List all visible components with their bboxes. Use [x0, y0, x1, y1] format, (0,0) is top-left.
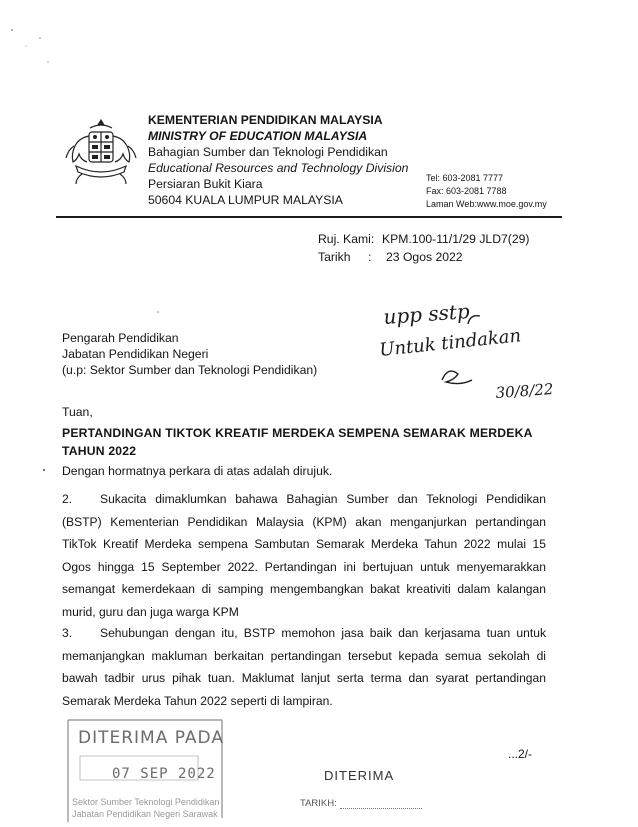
- date-separator: :: [368, 250, 372, 264]
- website-address: Laman Web:www.moe.gov.my: [426, 199, 547, 209]
- address-line-2: 50604 KUALA LUMPUR MALAYSIA: [148, 193, 343, 207]
- paragraph-text: Sehubungan dengan itu, BSTP memohon jasa baik dan kerjasama tuan untuk memanjangkan makluman berkaitan pertandingan tersebut kepada semua sekolah di bawah tadbir urus pihak tuan. Maklumat lanjut serta terma dan syarat pertandingan Semarak Merdeka Tahun 2022 seperti di lampiran.: [62, 626, 546, 708]
- handwritten-minute: [372, 294, 572, 414]
- paragraph-number: 3.: [62, 626, 73, 640]
- date-label: Tarikh: [318, 250, 351, 264]
- reference-number: KPM.100-11/1/29 JLD7(29): [382, 232, 530, 246]
- next-page-indicator: ...2/-: [508, 747, 533, 761]
- paragraph-text: Sukacita dimaklumkan bahawa Bahagian Sumber dan Teknologi Pendidikan (BSTP) Kementerian Pendidikan Malaysia (KPM) akan menganjurkan pertandingan TikTok Kreatif Merdeka sempena Sambutan Semarak Merdeka Tahun 2022 mulai 15 Ogos hingga 15 September 2022. Pertandingan ini bertujuan untuk menyemarakkan semangat kemerdekaan di samping mengembangkan bakat kreativiti dalam kalangan murid, guru dan juga warga KPM: [62, 492, 546, 619]
- stamp-organisation-line-2: Jabatan Pendidikan Negeri Sarawak: [72, 809, 218, 819]
- paragraph-2: [62, 488, 546, 623]
- division-name-malay: Bahagian Sumber dan Teknologi Pendidikan: [148, 145, 388, 159]
- coat-of-arms-emblem: [62, 116, 140, 186]
- address-line-1: Persiaran Bukit Kiara: [148, 177, 263, 191]
- stamp-title: DITERIMA PADA: [78, 728, 224, 748]
- receipt-date-label: TARIKH:: [300, 798, 337, 809]
- handwritten-line-2: Untuk tindakan: [378, 325, 523, 361]
- stamp-date: 07 SEP 2022: [112, 766, 216, 782]
- recipient-department: Jabatan Pendidikan Negeri: [62, 347, 209, 361]
- receipt-date-line: [340, 808, 422, 809]
- fax-number: Fax: 603-2081 7788: [426, 186, 507, 196]
- handwritten-date: 30/8/22: [495, 380, 554, 402]
- telephone-number: Tel: 603-2081 7777: [426, 173, 504, 183]
- paragraph-3: [62, 622, 546, 712]
- stamp-organisation-line-1: Sektor Sumber Teknologi Pendidikan: [72, 797, 220, 807]
- header-divider: [56, 216, 562, 218]
- recipient-title: Pengarah Pendidikan: [62, 331, 179, 345]
- division-name-english: Educational Resources and Technology Division: [148, 161, 409, 175]
- paragraph-number: 2.: [62, 492, 73, 506]
- handwritten-line-1: upp sstp: [382, 299, 471, 329]
- receipt-label: DITERIMA: [324, 768, 395, 783]
- ministry-name-malay: KEMENTERIAN PENDIDIKAN MALAYSIA: [148, 113, 383, 127]
- ministry-name-english: MINISTRY OF EDUCATION MALAYSIA: [148, 129, 368, 143]
- letter-subject: PERTANDINGAN TIKTOK KREATIF MERDEKA SEMPENA SEMARAK MERDEKA TAHUN 2022: [62, 426, 533, 458]
- intro-sentence: Dengan hormatnya perkara di atas adalah dirujuk.: [62, 464, 333, 478]
- letter-date: 23 Ogos 2022: [386, 250, 463, 264]
- salutation: Tuan,: [62, 405, 93, 419]
- recipient-attention: (u.p: Sektor Sumber dan Teknologi Pendidikan): [62, 363, 318, 377]
- reference-label: Ruj. Kami:: [318, 232, 375, 246]
